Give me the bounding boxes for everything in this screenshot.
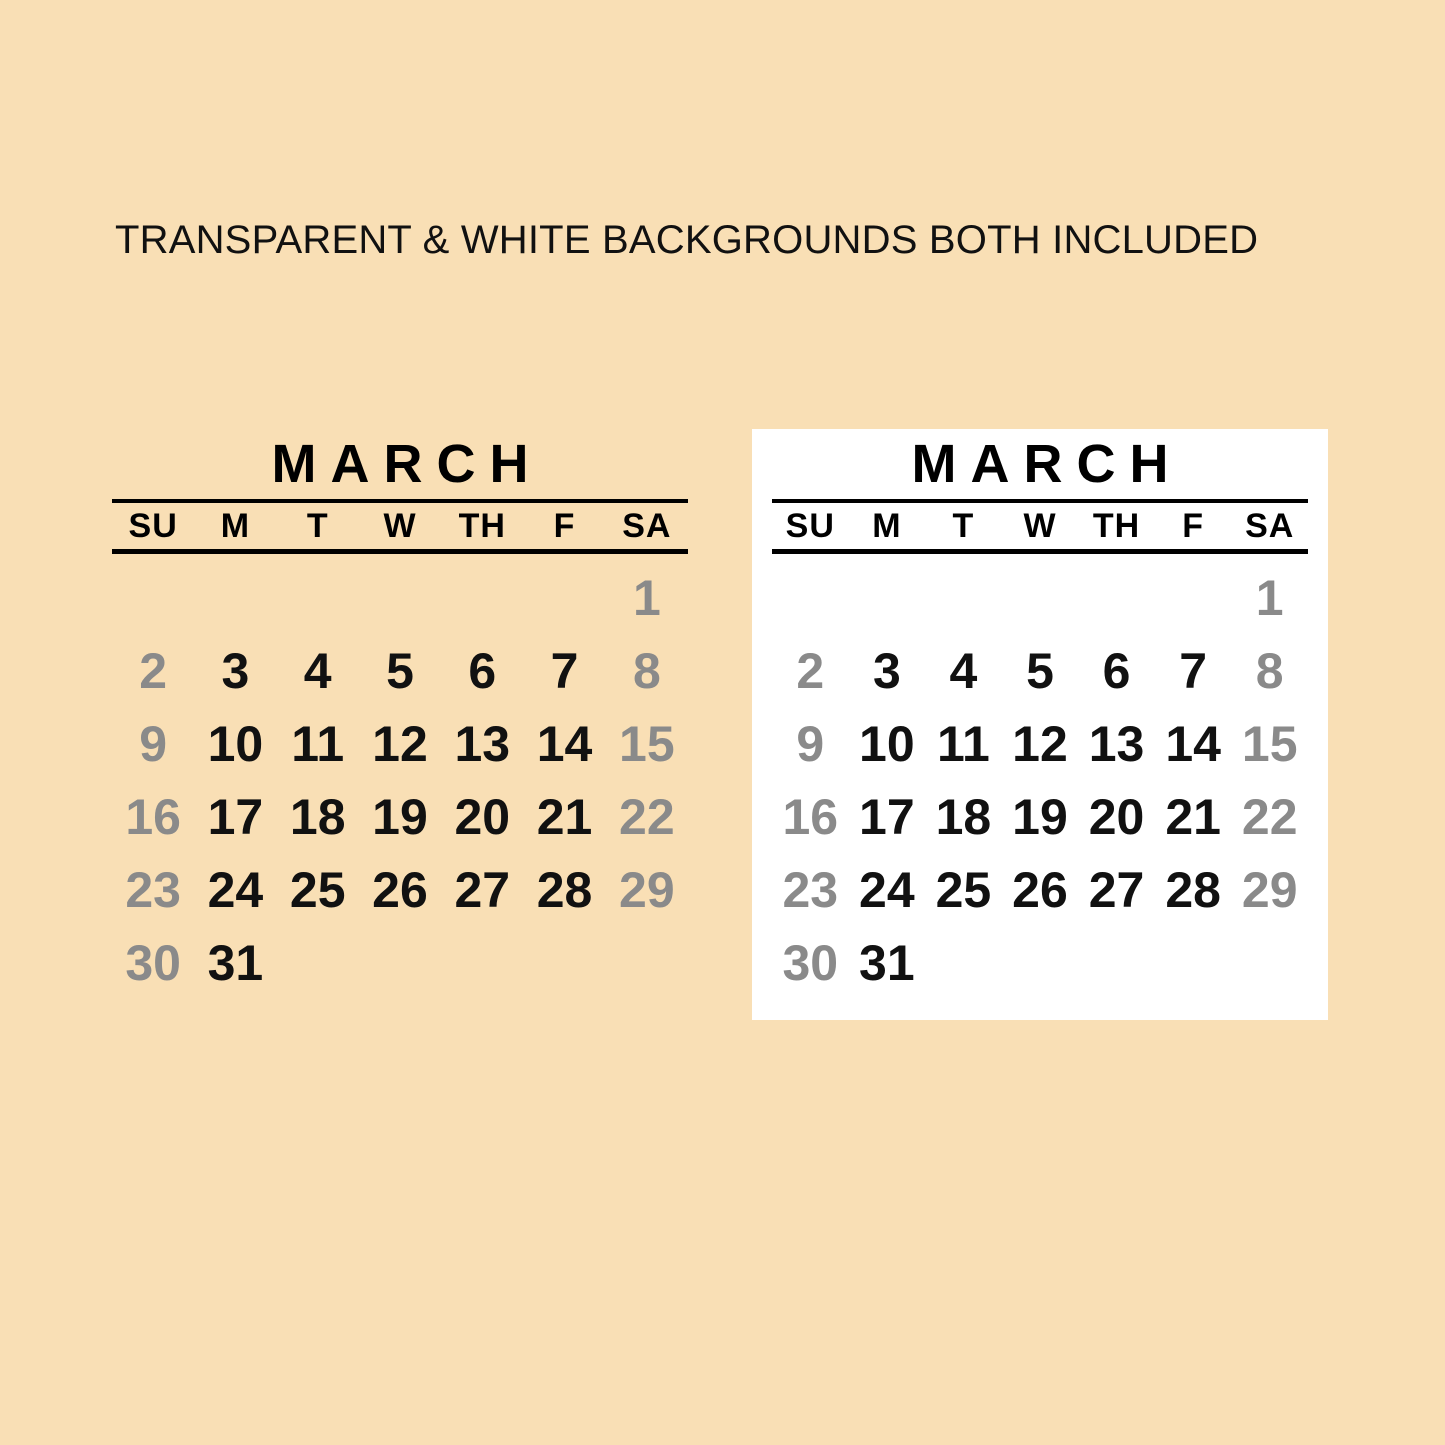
calendar-day: 1 <box>1255 570 1284 627</box>
calendar-day <box>1078 562 1155 635</box>
calendar-day: 17 <box>859 789 915 846</box>
calendar-day: 11 <box>291 716 345 773</box>
calendar-day: 22 <box>619 789 675 846</box>
calendar-day: 8 <box>632 643 661 700</box>
day-header-th: TH <box>1092 507 1141 545</box>
calendar-day: 27 <box>1088 862 1145 919</box>
calendar-day <box>523 562 605 635</box>
calendar-day <box>277 562 359 635</box>
calendar-day <box>925 562 1002 635</box>
calendar-day-grid <box>112 554 688 1000</box>
calendar-day <box>359 927 441 1000</box>
calendar-day: 3 <box>872 643 901 700</box>
calendar-day <box>606 927 688 1000</box>
calendar-day <box>925 927 1002 1000</box>
calendar-day: 13 <box>454 716 511 773</box>
calendar-day: 9 <box>796 716 825 773</box>
page-title: TRANSPARENT & WHITE BACKGROUNDS BOTH INCLUDED <box>115 218 1259 262</box>
calendar-day-headers <box>772 503 1308 554</box>
calendar-day: 21 <box>1165 789 1221 846</box>
calendar-day <box>523 927 605 1000</box>
calendar-day: 30 <box>125 935 181 992</box>
calendar-day-grid <box>772 554 1308 1000</box>
calendar-day <box>1231 927 1308 1000</box>
calendar-day: 10 <box>859 716 915 773</box>
calendar-day: 14 <box>536 716 593 773</box>
calendar-day: 7 <box>1179 643 1208 700</box>
day-header-su: SU <box>128 507 178 545</box>
day-header-w: W <box>383 507 417 545</box>
day-header-t: T <box>952 507 975 545</box>
calendar-day: 1 <box>632 570 661 627</box>
calendar-day: 10 <box>207 716 264 773</box>
calendar-day: 28 <box>536 862 593 919</box>
day-header-f: F <box>553 507 576 545</box>
calendar-day: 17 <box>207 789 264 846</box>
day-header-t: T <box>306 507 329 545</box>
calendar-day: 28 <box>1165 862 1221 919</box>
calendar-day: 14 <box>1165 716 1221 773</box>
calendar-day: 15 <box>1241 716 1298 773</box>
calendar-day: 27 <box>454 862 511 919</box>
calendar-day <box>194 562 276 635</box>
calendar-day <box>1078 927 1155 1000</box>
calendar-day: 15 <box>619 716 675 773</box>
day-header-w: W <box>1023 507 1057 545</box>
day-header-su: SU <box>785 507 835 545</box>
calendar-day: 18 <box>289 789 346 846</box>
calendar-day: 25 <box>935 862 992 919</box>
calendar-day: 12 <box>372 716 428 773</box>
calendar-day: 8 <box>1255 643 1284 700</box>
calendar-day <box>1002 562 1079 635</box>
calendar-day: 24 <box>859 862 915 919</box>
calendar-day: 29 <box>1241 862 1298 919</box>
day-header-m: M <box>872 507 902 545</box>
calendar-day: 5 <box>1026 643 1054 700</box>
calendar-day: 21 <box>536 789 593 846</box>
calendar-day <box>849 562 926 635</box>
calendar-day <box>441 927 523 1000</box>
calendar-day: 26 <box>1012 862 1068 919</box>
calendar-day: 6 <box>468 643 497 700</box>
day-header-m: M <box>220 507 251 545</box>
transparent-background-calendar <box>112 434 688 1000</box>
calendar-day <box>441 562 523 635</box>
calendar-day: 18 <box>935 789 992 846</box>
calendar-day-headers <box>112 503 688 554</box>
calendar-day: 3 <box>221 643 250 700</box>
calendar-day: 22 <box>1241 789 1298 846</box>
calendar-day: 29 <box>619 862 675 919</box>
calendar-day: 24 <box>207 862 264 919</box>
calendar-day: 19 <box>372 789 428 846</box>
calendar-day: 25 <box>289 862 346 919</box>
calendar-day: 19 <box>1012 789 1068 846</box>
calendar-day: 5 <box>386 643 414 700</box>
calendar-day: 31 <box>207 935 264 992</box>
calendar-day: 12 <box>1012 716 1068 773</box>
calendar-day: 16 <box>782 789 839 846</box>
calendar-day <box>112 562 194 635</box>
day-header-f: F <box>1182 507 1205 545</box>
calendar-day <box>1002 927 1079 1000</box>
calendar-day: 13 <box>1088 716 1145 773</box>
calendar-day <box>277 927 359 1000</box>
calendar-day: 2 <box>139 643 168 700</box>
calendar-day: 4 <box>303 643 332 700</box>
calendar-day: 30 <box>782 935 839 992</box>
calendar-day: 20 <box>454 789 511 846</box>
calendar-day: 20 <box>1088 789 1145 846</box>
calendar-day: 26 <box>372 862 428 919</box>
calendar-day: 31 <box>859 935 915 992</box>
day-header-sa: SA <box>1245 507 1295 545</box>
calendar-day: 4 <box>949 643 978 700</box>
calendar-day: 23 <box>782 862 839 919</box>
calendar-day: 11 <box>936 716 990 773</box>
calendar-day <box>772 562 849 635</box>
calendar-month-title: MARCH <box>112 437 688 503</box>
calendar-day: 23 <box>125 862 181 919</box>
calendar-day: 2 <box>796 643 825 700</box>
calendar-day: 6 <box>1102 643 1131 700</box>
day-header-sa: SA <box>622 507 672 545</box>
calendar-day <box>1155 562 1232 635</box>
calendar-day: 7 <box>550 643 579 700</box>
calendar-day: 16 <box>125 789 181 846</box>
day-header-th: TH <box>458 507 506 545</box>
calendar-day <box>359 562 441 635</box>
calendar-day <box>1155 927 1232 1000</box>
calendar-day: 9 <box>139 716 168 773</box>
white-background-calendar <box>752 429 1328 1020</box>
calendar-month-title: MARCH <box>772 437 1308 503</box>
